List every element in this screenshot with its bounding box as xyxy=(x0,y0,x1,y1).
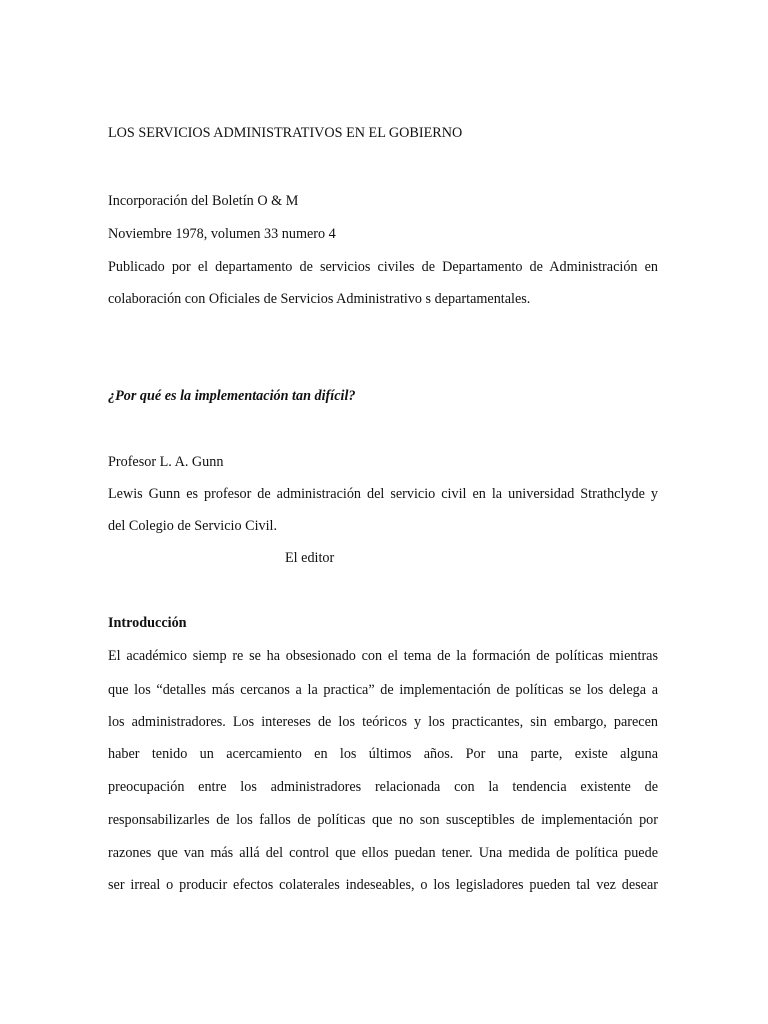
author-bio-line-1: Lewis Gunn es profesor de administración del servicio civil en la universidad Strathclyde y xyxy=(108,487,658,502)
body-line: ser irreal o producir efectos colaterales indeseables, o los legisladores pueden tal vez desear xyxy=(108,878,658,893)
body-line: los administradores. Los intereses de los teóricos y los practicantes, sin embargo, parecen xyxy=(108,715,658,730)
issue-line: Noviembre 1978, volumen 33 numero 4 xyxy=(108,226,336,242)
publisher-line-2: colaboración con Oficiales de Servicios Administrativo s departamentales. xyxy=(108,291,531,307)
author-bio-line-2: del Colegio de Servicio Civil. xyxy=(108,518,278,534)
body-line: haber tenido un acercamiento en los últimos años. Por una parte, existe alguna xyxy=(108,747,658,762)
body-line: preocupación entre los administradores relacionada con la tendencia existente de xyxy=(108,780,658,795)
body-line: responsabilizarles de los fallos de políticas que no son susceptibles de implementación por xyxy=(108,813,658,828)
editor-note: El editor xyxy=(285,550,335,566)
publisher-line-1: Publicado por el departamento de servicios civiles de Departamento de Administración en xyxy=(108,260,658,275)
source-line: Incorporación del Boletín O & M xyxy=(108,193,299,209)
document-title: LOS SERVICIOS ADMINISTRATIVOS EN EL GOBIERNO xyxy=(108,125,463,141)
author-name: Profesor L. A. Gunn xyxy=(108,454,224,470)
body-line: El académico siemp re se ha obsesionado con el tema de la formación de políticas mientras xyxy=(108,649,658,664)
article-title: ¿Por qué es la implementación tan difícil? xyxy=(108,388,356,404)
section-heading: Introducción xyxy=(108,615,187,631)
body-line: que los “detalles más cercanos a la practica” de implementación de políticas se los delega a xyxy=(108,683,658,698)
body-line: razones que van más allá del control que ellos puedan tener. Una medida de política puede xyxy=(108,846,658,861)
